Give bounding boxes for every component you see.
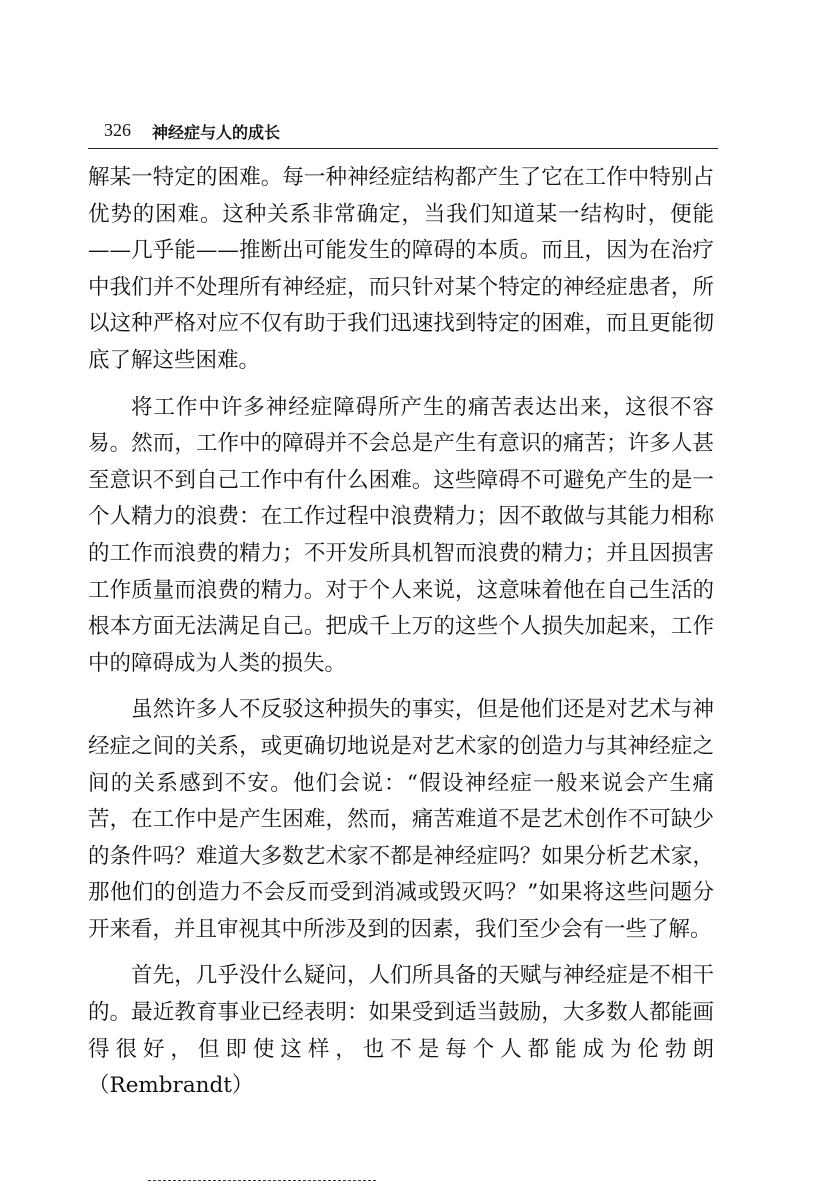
paragraph: 首先，几乎没什么疑问，人们所具备的天赋与神经症是不相干的。最近教育事业已经表明：如果受到适当鼓励，大多数人都能画得很好，但即使这样，也不是每个人都能成为伦勃朗（Rembrandt） — [88, 963, 714, 1099]
paragraph: 解某一特定的困难。每一种神经症结构都产生了它在工作中特别占优势的困难。这种关系非常确定，当我们知道某一结构时，便能——几乎能——推断出可能发生的障碍的本质。而且，因为在治疗中我们并不处理所有神经症，而只针对某个特定的神经症患者，所以这种严格对应不仅有助于我们迅速找到特定的困难，而且更能彻底了解这些困难。 — [88, 165, 714, 373]
header-rule — [88, 148, 718, 149]
running-title: 神经症与人的成长 — [152, 123, 281, 142]
page-number: 326 — [104, 120, 131, 140]
running-header — [104, 118, 724, 146]
paragraph: 虽然许多人不反驳这种损失的事实，但是他们还是对艺术与神经症之间的关系，或更确切地说是对艺术家的创造力与其神经症之间的关系感到不安。他们会说：“假设神经症一般来说会产生痛苦，在工作中是产生困难，然而，痛苦难道不是艺术创作不可缺少的条件吗？难道大多数艺术家不都是神经症吗？如果分析艺术家，那他们的创造力不会反而受到消减或毁灭吗？”如果将这些问题分开来看，并且审视其中所涉及到的因素，我们至少会有一些了解。 — [88, 697, 714, 942]
paragraph: 将工作中许多神经症障碍所产生的痛苦表达出来，这很不容易。然而，工作中的障碍并不会总是产生有意识的痛苦；许多人甚至意识不到自己工作中有什么困难。这些障碍不可避免产生的是一个人精力的浪费：在工作过程中浪费精力；因不敢做与其能力相称的工作而浪费的精力；不开发所具机智而浪费的精力；并且因损害工作质量而浪费的精力。对于个人来说，这意味着他在自己生活的根本方面无法满足自己。把成千上万的这些个人损失加起来，工作中的障碍成为人类的损失。 — [88, 394, 714, 676]
footer-rule — [148, 1180, 376, 1181]
body-text — [88, 160, 714, 1115]
